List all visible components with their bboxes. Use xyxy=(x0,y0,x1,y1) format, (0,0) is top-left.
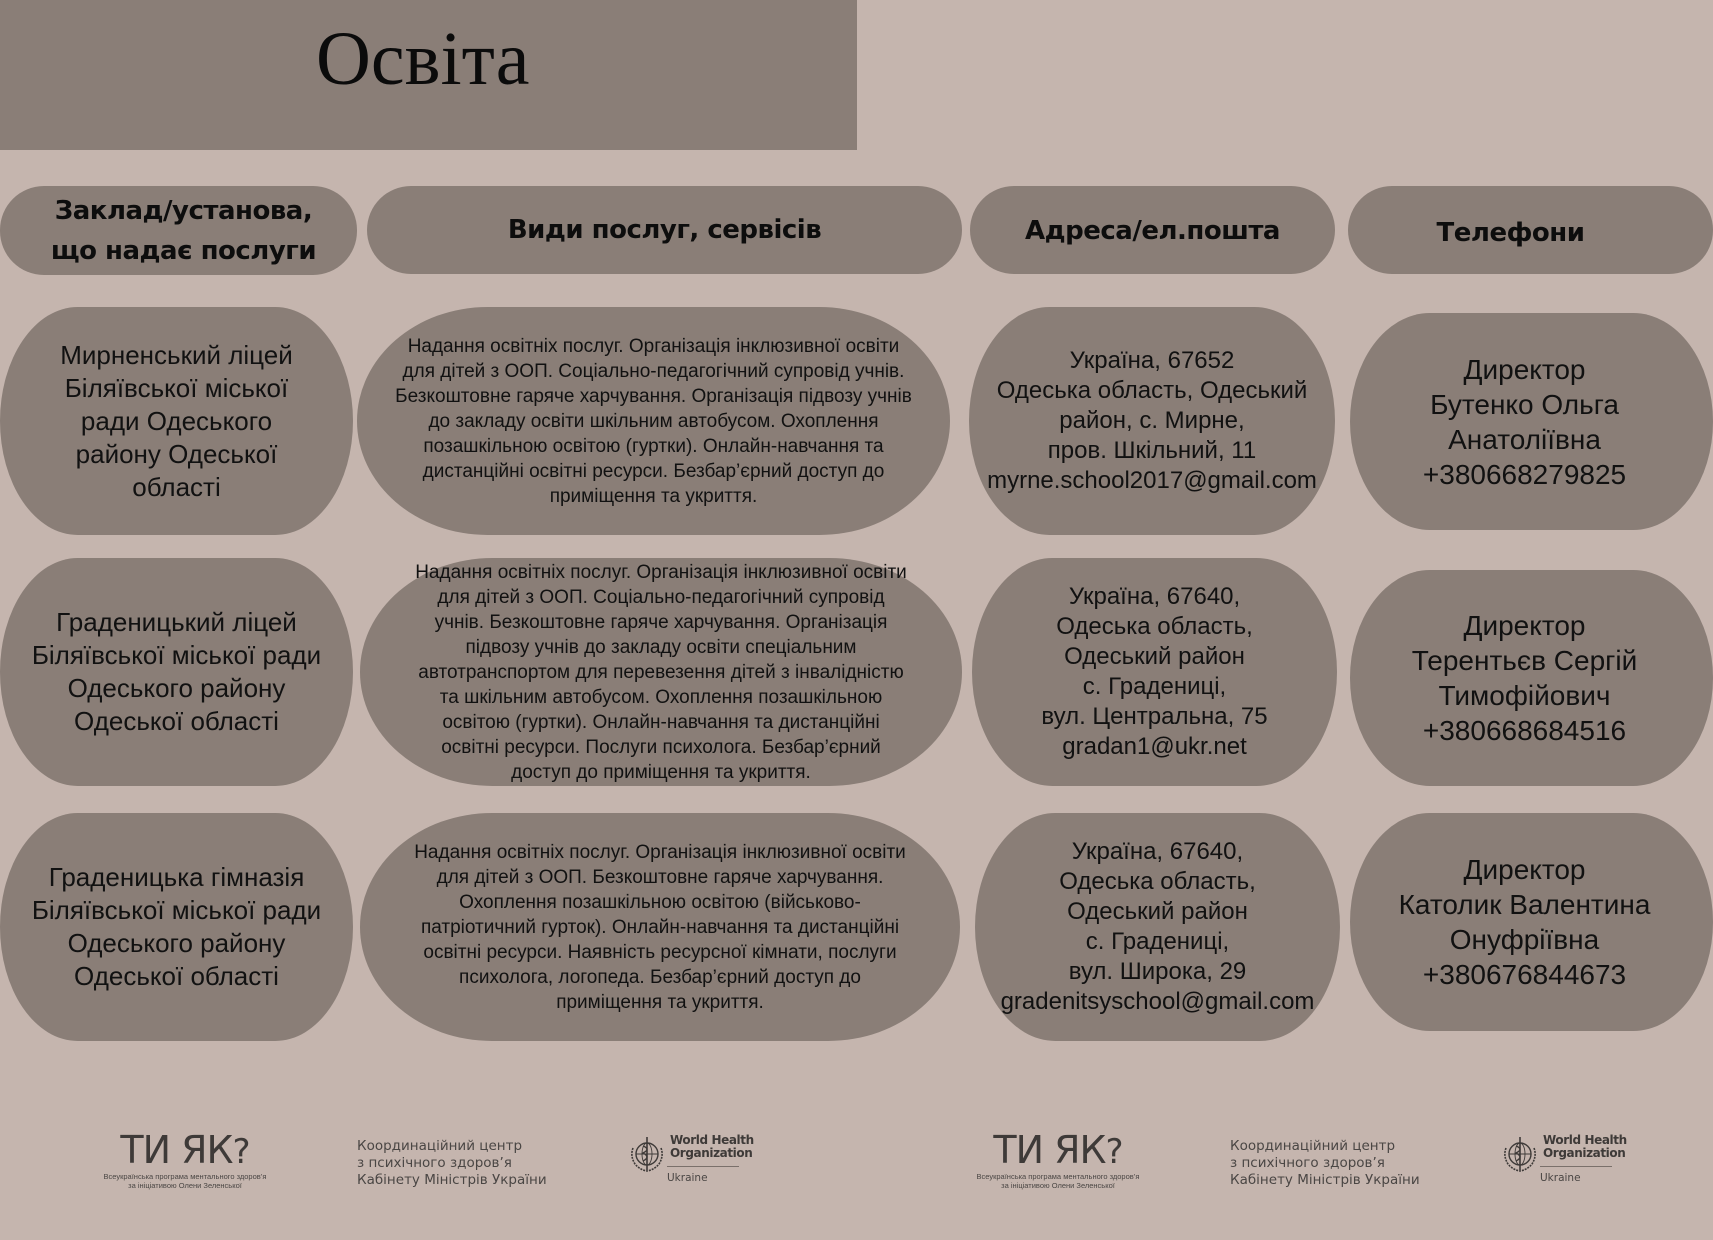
who-country: Ukraine xyxy=(667,1172,708,1184)
who-line: World Health xyxy=(1543,1133,1627,1147)
address-cell xyxy=(975,813,1340,1041)
text-line: Терентьєв Сергій xyxy=(1411,645,1638,676)
text-line: Граденицький ліцей xyxy=(56,607,297,637)
who-line: World Health xyxy=(670,1133,754,1147)
text-line: для дітей з ООП. Безкоштовне гаряче харчування. xyxy=(436,866,884,888)
services-text xyxy=(415,560,907,785)
text-line: Безкоштовне гаряче харчування. Організація підвозу учнів xyxy=(395,385,912,407)
contact-cell xyxy=(1350,313,1713,530)
text-line: Охоплення позашкільною освітою (військово- xyxy=(459,891,861,913)
text-line: Директор xyxy=(1463,854,1586,885)
text-line: приміщення та укриття. xyxy=(549,485,758,507)
text-line: доступ до приміщення та укриття. xyxy=(511,761,811,783)
tiyak-word: ТИ ЯК xyxy=(120,1128,233,1172)
header-label xyxy=(51,191,316,271)
text-line: Одеської області xyxy=(74,961,279,991)
address-text xyxy=(1041,582,1267,762)
text-line: район, с. Мирне, xyxy=(1059,407,1245,434)
text-line: для дітей з ООП. Соціально-педагогічний супровід учнів. xyxy=(402,360,905,382)
text-line: Директор xyxy=(1463,610,1586,641)
text-line: с. Градениці, xyxy=(1085,928,1230,955)
text-line: та шкільним автобусом. Охоплення позашкільною xyxy=(439,686,883,708)
who-line: Organization xyxy=(670,1146,753,1160)
text-line: Бутенко Ольга xyxy=(1430,388,1619,420)
column-header-services xyxy=(367,186,962,274)
coord-line: з психічного здоров’я xyxy=(1230,1155,1385,1171)
coord-line: Координаційний центр xyxy=(1230,1138,1396,1154)
question-mark-icon: ? xyxy=(232,1132,250,1172)
tiyak-sub-line: за ініціативою Олени Зеленської xyxy=(128,1181,242,1190)
tiyak-word: ТИ ЯК xyxy=(993,1128,1106,1172)
column-header-phones xyxy=(1348,186,1713,274)
text-line: пров. Шкільний, 11 xyxy=(1047,437,1257,464)
institution-cell xyxy=(0,307,353,535)
header-line: Заклад/установа, xyxy=(54,195,313,226)
tiyak-sub-line: Всеукраїнська програма ментального здоров’я xyxy=(976,1172,1140,1181)
who-divider xyxy=(667,1166,739,1167)
text-line: Католик Валентина xyxy=(1398,889,1651,920)
text-line: Одеський район xyxy=(1064,643,1245,670)
text-line: +380668279825 xyxy=(1422,458,1627,490)
text-line[interactable]: myrne.school2017@gmail.com xyxy=(987,467,1317,494)
coord-line: Координаційний центр xyxy=(357,1138,523,1154)
text-line: Надання освітніх послуг. Організація інклюзивної освіти xyxy=(415,561,907,583)
tiyak-sub-line: за ініціативою Олени Зеленської xyxy=(1001,1181,1115,1190)
header-line: що надає послуги xyxy=(50,235,317,266)
services-cell xyxy=(357,307,950,535)
text-line: Одеського району xyxy=(67,673,286,703)
text-line: патріотичний гурток). Онлайн-навчання та дистанційні xyxy=(420,916,900,938)
who-name xyxy=(670,1134,754,1160)
text-line: області xyxy=(132,471,221,502)
address-cell xyxy=(972,558,1337,786)
text-line: для дітей з ООП. Соціально-педагогічний супровід xyxy=(437,586,885,608)
text-line: підвозу учнів до закладу освіти спеціальним xyxy=(465,636,857,658)
who-line: Organization xyxy=(1543,1146,1626,1160)
services-cell xyxy=(360,813,960,1041)
contact-text xyxy=(1399,852,1651,992)
text-line: Надання освітніх послуг. Організація інклюзивної освіти xyxy=(407,335,900,357)
header-label: Адреса/ел.пошта xyxy=(1025,216,1280,246)
text-line: до закладу освіти шкільним автобусом. Охоплення xyxy=(428,410,879,432)
text-line: Україна, 67640, xyxy=(1068,583,1241,610)
text-line: вул. Центральна, 75 xyxy=(1041,703,1268,730)
contact-cell xyxy=(1350,813,1713,1031)
text-line: Анатоліївна xyxy=(1448,423,1601,455)
question-mark-icon: ? xyxy=(1105,1132,1123,1172)
column-header-institution xyxy=(0,186,357,275)
text-line: с. Градениці, xyxy=(1082,673,1227,700)
who-emblem-icon xyxy=(627,1134,667,1174)
text-line: Біляївської міської ради xyxy=(31,895,322,925)
services-text xyxy=(414,840,906,1015)
institution-text xyxy=(60,339,293,504)
text-line: освітні ресурси. Наявність ресурсної кімнати, послуги xyxy=(423,941,897,963)
tiyak-sub-line: Всеукраїнська програма ментального здоров’я xyxy=(103,1172,267,1181)
text-line: вул. Широка, 29 xyxy=(1068,958,1247,985)
contact-text xyxy=(1423,352,1626,492)
who-logo xyxy=(627,1134,754,1204)
text-line: +380676844673 xyxy=(1422,959,1627,990)
who-name xyxy=(1543,1134,1627,1160)
text-line: Мирненський ліцей xyxy=(60,339,293,370)
text-line: Біляївської міської ради xyxy=(31,640,322,670)
tiyak-subtitle xyxy=(95,1172,275,1190)
text-line: Одеська область, xyxy=(1056,613,1253,640)
coord-line: Кабінету Міністрів України xyxy=(1230,1172,1420,1188)
text-line: приміщення та укриття. xyxy=(556,991,764,1013)
text-line: Онуфріївна xyxy=(1449,924,1600,955)
text-line: Україна, 67640, xyxy=(1071,838,1244,865)
text-line: +380668684516 xyxy=(1422,715,1627,746)
text-line: освітою (гуртки). Онлайн-навчання та дистанційні xyxy=(442,711,880,733)
text-line[interactable]: gradenitsyschool@gmail.com xyxy=(1000,988,1315,1015)
institution-text xyxy=(32,861,321,993)
header-label: Телефони xyxy=(1436,218,1585,248)
tiyak-logo-icon xyxy=(95,1130,275,1200)
text-line: Біляївської міської xyxy=(64,372,289,403)
text-line: психолога, логопеда. Безбар’єрний доступ до xyxy=(459,966,861,988)
text-line: ради Одеського xyxy=(80,405,273,436)
text-line: району Одеської xyxy=(75,438,278,469)
tiyak-wordmark xyxy=(968,1130,1148,1172)
services-text xyxy=(395,334,912,509)
who-logo xyxy=(1500,1134,1627,1204)
text-line: Одеська область, Одеський xyxy=(996,377,1308,404)
text-line: автотранспортом для перевезення дітей з інвалідністю xyxy=(418,661,904,683)
address-text xyxy=(1001,837,1315,1017)
contact-cell xyxy=(1350,570,1713,786)
header-label: Види послуг, сервісів xyxy=(507,215,822,245)
text-line: Одеський район xyxy=(1067,898,1248,925)
address-cell xyxy=(969,307,1335,535)
contact-text xyxy=(1412,608,1638,748)
text-line: Одеської області xyxy=(74,706,279,736)
text-line: Тимофійович xyxy=(1438,680,1611,711)
text-line: Одеська область, xyxy=(1059,868,1256,895)
text-line: Надання освітніх послуг. Організація інклюзивної освіти xyxy=(414,841,906,863)
services-cell xyxy=(360,558,962,786)
page-title: Освіта xyxy=(316,17,530,101)
coordination-center-logo xyxy=(357,1138,547,1208)
text-line: Одеського району xyxy=(67,928,286,958)
coord-line: Кабінету Міністрів України xyxy=(357,1172,547,1188)
tiyak-logo-icon xyxy=(968,1130,1148,1200)
title-banner xyxy=(0,0,857,150)
coordination-center-logo xyxy=(1230,1138,1420,1208)
coord-line: з психічного здоров’я xyxy=(357,1155,512,1171)
who-divider xyxy=(1540,1166,1612,1167)
text-line: Директор xyxy=(1463,353,1586,385)
text-line: учнів. Безкоштовне гаряче харчування. Організація xyxy=(434,611,888,633)
column-header-address xyxy=(970,186,1335,274)
institution-text xyxy=(32,606,321,738)
who-country: Ukraine xyxy=(1540,1172,1581,1184)
tiyak-subtitle xyxy=(968,1172,1148,1190)
text-line: Граденицька гімназія xyxy=(48,862,305,892)
who-emblem-icon xyxy=(1500,1134,1540,1174)
address-text xyxy=(987,346,1317,496)
text-line: дистанційні освітні ресурси. Безбар’єрний доступ до xyxy=(422,460,885,482)
institution-cell xyxy=(0,558,353,786)
text-line: позашкільною освітою (гуртки). Онлайн-навчання та xyxy=(423,435,884,457)
institution-cell xyxy=(0,813,353,1041)
tiyak-wordmark xyxy=(95,1130,275,1172)
text-line: Україна, 67652 xyxy=(1069,347,1235,374)
text-line: освітні ресурси. Послуги психолога. Безбар’єрний xyxy=(441,736,881,758)
text-line[interactable]: gradan1@ukr.net xyxy=(1062,733,1247,760)
